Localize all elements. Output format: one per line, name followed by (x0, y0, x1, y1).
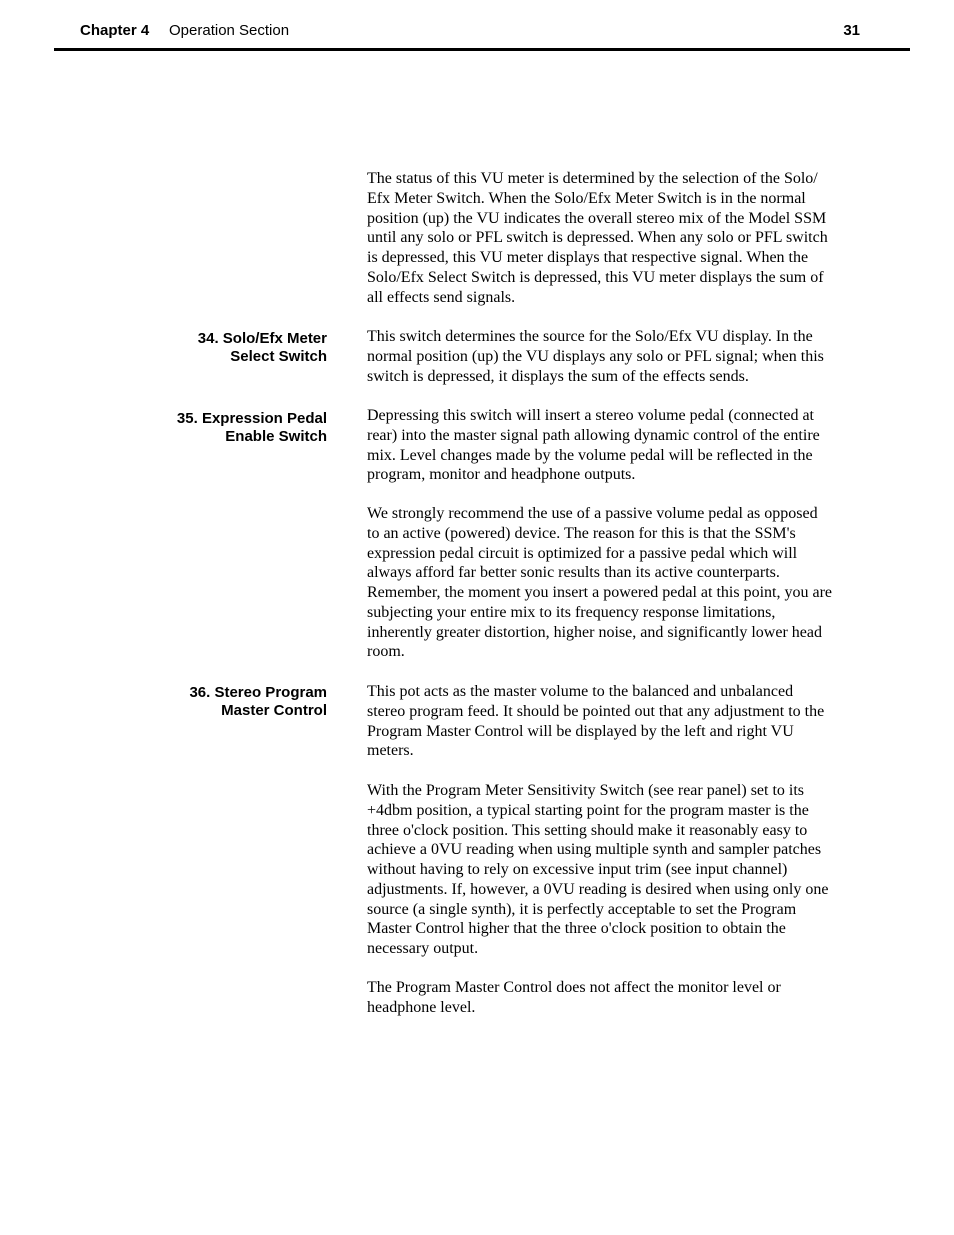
paragraph-solo-efx-switch (367, 327, 872, 386)
text-line: This switch determines the source for the Solo/Efx VU display. In the (367, 328, 813, 345)
paragraph-stereo-program-master (367, 682, 872, 761)
label-stereo-program-master-control (107, 684, 327, 720)
text-line: source (a single synth), it is perfectly acceptable to set the Program (367, 900, 797, 918)
text-line: is depressed, this VU meter displays that respective signal. When the (367, 249, 809, 266)
text-line: always afford far better sonic results than its active counterparts. (367, 564, 780, 582)
text-line: achieve a 0VU reading when using multiple synth and sampler patches (367, 841, 822, 859)
text-line: switch is depressed, it displays the sum of the effects sends. (367, 367, 749, 385)
text-line: Depressing this switch will insert a stereo volume pedal (connected at (367, 407, 814, 424)
text-line: This pot acts as the master volume to the balanced and unbalanced (367, 683, 794, 700)
text-line: until any solo or PFL switch is depressed. When any solo or PFL switch (367, 229, 828, 247)
text-line: Solo/Efx Select Switch is depressed, this VU meter displays the sum of (367, 268, 824, 286)
text-line: all effects send signals. (367, 288, 516, 306)
text-line: The Program Master Control does not affect the monitor level or (367, 979, 781, 996)
label-line: 34. Solo/Efx Meter (197, 330, 327, 347)
text-line: Efx Meter Switch. When the Solo/Efx Meter Switch is in the normal (367, 189, 806, 207)
text-line: normal position (up) the VU displays any solo or PFL signal; when this (367, 347, 824, 365)
text-line: necessary output. (367, 940, 479, 957)
paragraph-expression-pedal (367, 406, 872, 485)
text-line: inherently greater distortion, higher noise, and significantly lower head (367, 623, 822, 641)
label-line: 35. Expression Pedal (176, 410, 327, 427)
text-line: mix. Level changes made by the volume pedal will be reflected in the (367, 446, 813, 464)
text-line: three o'clock position. This setting should make it reasonably easy to (367, 821, 808, 839)
text-line: to an active (powered) device. The reason for this is that the SSM's (367, 524, 796, 542)
paragraph-monitor-level-note (367, 978, 872, 1018)
label-line: Master Control (221, 702, 327, 719)
chapter-label: Chapter 4 (80, 22, 150, 39)
page-header (80, 22, 860, 42)
paragraph-meter-sensitivity (367, 781, 872, 959)
text-line: Program Master Control will be displayed by the left and right VU (367, 722, 794, 740)
text-line: room. (367, 643, 405, 661)
text-line: without having to rely on excessive input trim (see input channel) (367, 861, 788, 878)
text-line: program, monitor and headphone outputs. (367, 466, 636, 484)
text-line: stereo program feed. It should be pointed out that any adjustment to the (367, 702, 825, 720)
text-line: meters. (367, 742, 414, 760)
paragraph-vu-meter-status (367, 169, 872, 307)
text-line: rear) into the master signal path allowing dynamic control of the entire (367, 426, 820, 444)
section-title: Operation Section (169, 22, 290, 39)
page-number: 31 (843, 22, 860, 39)
text-line: position (up) the VU indicates the overall stereo mix of the Model SSM (367, 209, 827, 227)
text-line: The status of this VU meter is determined by the selection of the Solo/ (367, 170, 818, 187)
text-line: +4dbm position, a typical starting point for the program master is the (367, 801, 809, 819)
label-line: Select Switch (230, 348, 327, 365)
label-expression-pedal-enable-switch (107, 410, 327, 446)
text-line: Remember, the moment you insert a powered pedal at this point, you are (367, 584, 833, 601)
label-line: 36. Stereo Program (189, 684, 327, 701)
header-rule (54, 48, 910, 51)
text-line: headphone level. (367, 998, 476, 1016)
paragraph-passive-pedal-recommendation (367, 504, 872, 662)
label-line: Enable Switch (225, 428, 327, 445)
text-line: subjecting your entire mix to its frequency response limitations, (367, 603, 776, 621)
text-line: We strongly recommend the use of a passive volume pedal as opposed (367, 505, 818, 522)
text-line: adjustments. If, however, a 0VU reading is desired when using only one (367, 880, 829, 898)
label-solo-efx-meter-select-switch (107, 330, 327, 366)
text-line: With the Program Meter Sensitivity Switch (see rear panel) set to its (367, 782, 805, 799)
text-line: expression pedal circuit is optimized for a passive pedal which will (367, 544, 798, 562)
text-line: Master Control higher that the three o'clock position to obtain the (367, 920, 786, 938)
